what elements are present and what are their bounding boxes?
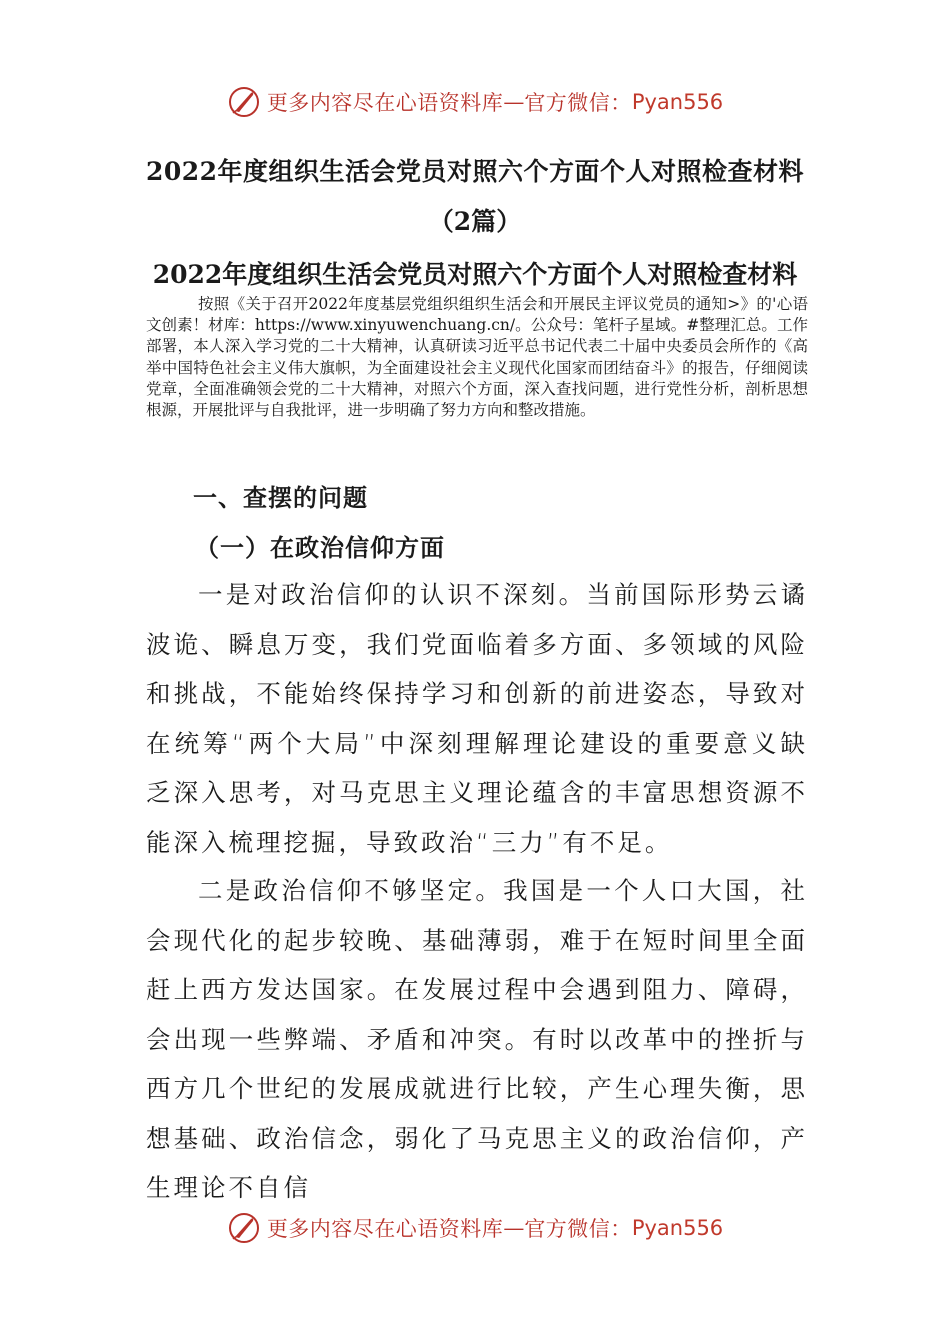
banner-contact-label: 官方微信： <box>524 91 632 115</box>
banner-contact-id: Pyan556 <box>631 1216 724 1240</box>
subsection-heading: （一）在政治信仰方面 <box>195 533 445 562</box>
banner-text: 更多内容尽在心语资料库 <box>266 1217 504 1241</box>
subtitle: （2篇） <box>428 207 522 236</box>
banner-separator: — <box>503 90 525 114</box>
body-paragraph-2: 二是政治信仰不够坚定。我国是一个人口大国，社会现代化的起步较晚、基础薄弱，难于在短时间里全面赶上西方发达国家。在发展过程中会遇到阻力、障碍，会出现一些弊端、矛盾和冲突。有时以改革中的挫折与西方几个世纪的发展成就进行比较，产生心理失衡，思想基础、政治信念，弱化了马克思主义的政治信仰，产生理论不自信 <box>146 876 808 1202</box>
section-heading: 一、查摆的问题 <box>193 483 368 512</box>
quill-pen-icon <box>227 85 261 119</box>
footer-banner <box>0 1208 950 1248</box>
banner-separator: — <box>503 1216 525 1240</box>
intro-paragraph: 按照《关于召开2022年度基层党组织组织生活会和开展民主评议党员的通知>》的'心语文创素！材库：https://www.xinyuwenchuang.cn/。公众号：笔杆子星域。#整理汇总。工作部署，本人深入学习党的二十大精神，认真研读习近平总书记代表二十届中央委员会所作的《高举中国特色社会主义伟大旗帜，为全面建设社会主义现代化国家而团结奋斗》的报告，仔细阅读党章，全面准确领会党的二十大精神，对照六个方面，深入查找问题，进行党性分析，剖析思想根源，开展批评与自我批评，进一步明确了努力方向和整改措施。 <box>146 295 808 420</box>
header-banner <box>0 82 950 122</box>
banner-contact-id: Pyan556 <box>631 90 724 114</box>
article-title: 2022年度组织生活会党员对照六个方面个人对照检查材料 <box>152 260 798 289</box>
body-paragraph-1: 一是对政治信仰的认识不深刻。当前国际形势云谲波诡、瞬息万变，我们党面临着多方面、多领域的风险和挑战，不能始终保持学习和创新的前进姿态，导致对在统筹“两个大局”中深刻理解理论建设的重要意义缺乏深入思考，对马克思主义理论蕴含的丰富思想资源不能深入梳理挖掘，导致政治“三力”有不足。 <box>146 580 808 857</box>
main-title: 2022年度组织生活会党员对照六个方面个人对照检查材料 <box>145 157 805 186</box>
banner-contact-label: 官方微信： <box>524 1217 632 1241</box>
quill-pen-icon <box>227 1211 261 1245</box>
banner-text: 更多内容尽在心语资料库 <box>266 91 504 115</box>
